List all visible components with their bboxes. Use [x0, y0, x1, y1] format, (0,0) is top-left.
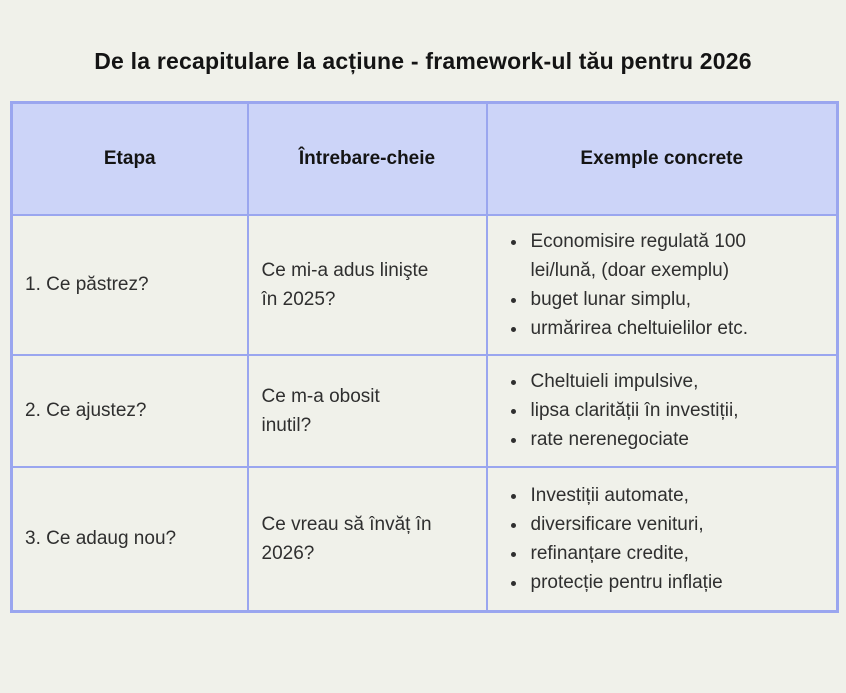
column-header-etapa: Etapa — [12, 103, 248, 215]
table-row — [12, 215, 838, 355]
exemple-item: • urmărirea cheltuielilor etc. — [528, 314, 767, 343]
cell-intrebare-1: Ce mi-a adus linişte în 2025? — [248, 215, 487, 355]
exemple-item: • rate nerenegociate — [528, 425, 767, 454]
cell-intrebare-3: Ce vreau să învăț în 2026? — [248, 467, 487, 612]
column-header-intrebare-cheie: Întrebare-cheie — [248, 103, 487, 215]
column-header-exemple-concrete: Exemple concrete — [487, 103, 838, 215]
table-header-row — [12, 103, 838, 215]
cell-intrebare-2: Ce m-a obosit inutil? — [248, 355, 487, 467]
exemple-list-3 — [500, 481, 767, 597]
exemple-list-1 — [500, 227, 767, 343]
page-title: De la recapitulare la acțiune - framework-ul tău pentru 2026 — [94, 48, 752, 74]
exemple-list-2 — [500, 367, 767, 454]
exemple-item: • lipsa clarității în investiții, — [528, 396, 767, 425]
table-row — [12, 467, 838, 612]
cell-etapa-1: 1. Ce păstrez? — [12, 215, 248, 355]
exemple-item: • buget lunar simplu, — [528, 285, 767, 314]
framework-table — [10, 101, 839, 613]
cell-exemple-2 — [487, 355, 838, 467]
cell-exemple-3 — [487, 467, 838, 612]
exemple-item: • protecție pentru inflație — [528, 568, 767, 597]
cell-exemple-1 — [487, 215, 838, 355]
exemple-item: • refinanțare credite, — [528, 539, 767, 568]
exemple-item: • Cheltuieli impulsive, — [528, 367, 767, 396]
table-row — [12, 355, 838, 467]
cell-etapa-2: 2. Ce ajustez? — [12, 355, 248, 467]
exemple-item: • diversificare venituri, — [528, 510, 767, 539]
exemple-item: • Investiții automate, — [528, 481, 767, 510]
exemple-item: • Economisire regulată 100 lei/lună, (doar exemplu) — [528, 227, 767, 285]
cell-etapa-3: 3. Ce adaug nou? — [12, 467, 248, 612]
